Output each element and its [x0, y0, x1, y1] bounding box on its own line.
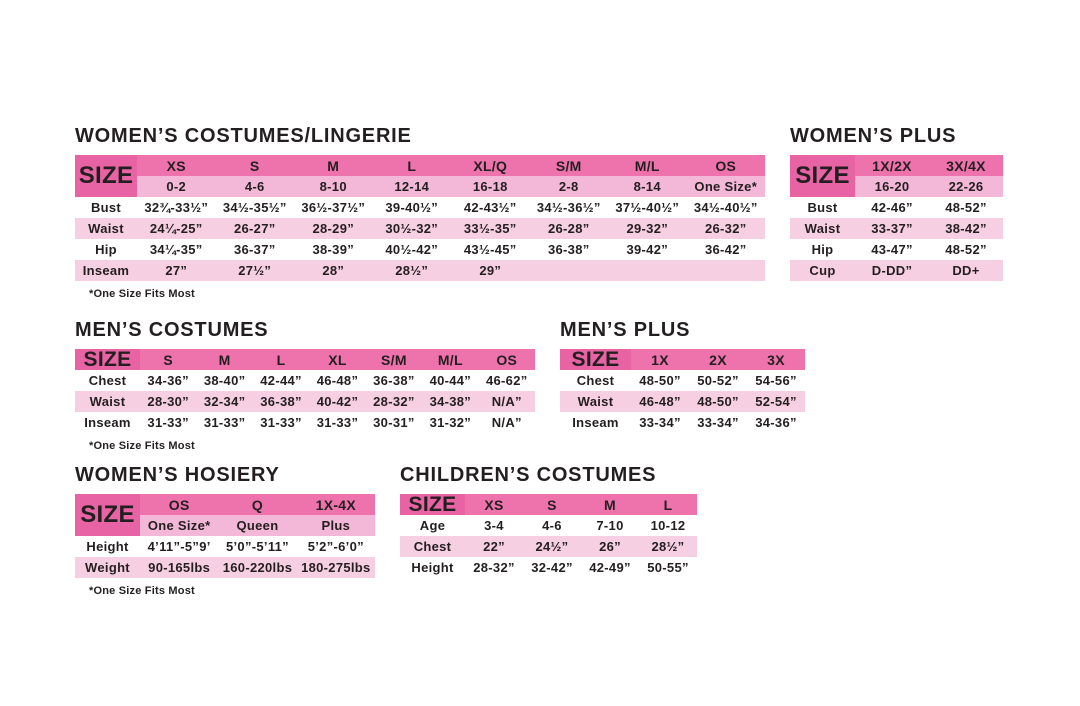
- section-title: WOMEN’S COSTUMES/LINGERIE: [75, 125, 412, 147]
- measurement-cell: 40-42”: [309, 391, 365, 412]
- measurement-cell: 31-33”: [203, 415, 246, 430]
- size-column-header: L: [253, 349, 309, 370]
- one-size-footnote: *One Size Fits Most: [89, 288, 195, 300]
- measurement-cell: 42-43½”: [463, 200, 517, 215]
- measurement-cell: 31-33”: [316, 415, 359, 430]
- measurement-cell: 46-62”: [485, 373, 528, 388]
- measurement-cell: 42-46”: [871, 200, 913, 215]
- measurement-cell: 52-54”: [747, 391, 805, 412]
- size-header-cell: SIZE: [560, 349, 631, 370]
- measurement-row-label: Waist: [560, 391, 631, 412]
- measurement-cell: 28-29”: [294, 218, 373, 239]
- size-column-header: 1X: [631, 349, 689, 370]
- size-column-header: S: [523, 494, 581, 515]
- size-range-subheader: 4-6: [216, 176, 295, 197]
- measurement-cell: 32¾-33½”: [144, 200, 209, 215]
- measurement-cell: 32-34”: [196, 391, 252, 412]
- size-table: [75, 494, 375, 578]
- size-range-subheader: Queen: [218, 515, 296, 536]
- size-range-subheader: 8-10: [294, 176, 373, 197]
- measurement-cell: 32-42”: [531, 560, 573, 575]
- womens-costumes-section: [75, 126, 765, 300]
- size-column-header: Q: [218, 494, 296, 515]
- measurement-row-label: Chest: [400, 536, 465, 557]
- measurement-cell: 34¼-35”: [149, 242, 203, 257]
- section-title: WOMEN’S HOSIERY: [75, 464, 280, 486]
- measurement-cell: 24½”: [523, 536, 581, 557]
- measurement-row-label: Bust: [807, 200, 838, 215]
- womens-plus-section: [790, 126, 1003, 281]
- measurement-row-label: Chest: [576, 373, 615, 388]
- measurement-cell: 48-50”: [639, 373, 681, 388]
- measurement-row-label: Bust: [90, 200, 122, 215]
- size-column-header: XL/Q: [451, 155, 530, 176]
- measurement-cell: 5’0”-5’11”: [225, 539, 289, 554]
- womens-hosiery-section: [75, 465, 375, 597]
- measurement-cell: DD+: [929, 260, 1003, 281]
- size-column-header: 1X-4X: [297, 494, 375, 515]
- measurement-cell: 28-30”: [140, 391, 196, 412]
- size-header-cell: SIZE: [75, 155, 137, 197]
- measurement-cell: 48-50”: [689, 391, 747, 412]
- measurement-cell: 5’2”-6’0”: [307, 539, 364, 554]
- size-table: [790, 155, 1003, 281]
- mens-costumes-section: [75, 320, 535, 452]
- measurement-cell: 31-32”: [429, 415, 472, 430]
- measurement-cell: 42-49”: [589, 560, 631, 575]
- measurement-cell: 39-42”: [626, 242, 669, 257]
- measurement-cell: 26-28”: [530, 218, 609, 239]
- measurement-cell: 34½-40½”: [693, 200, 758, 215]
- measurement-cell: 36½-37½”: [301, 200, 366, 215]
- size-column-header: 2X: [689, 349, 747, 370]
- size-column-header: XS: [137, 155, 216, 176]
- measurement-cell: 34-36”: [147, 373, 189, 388]
- size-range-subheader: 8-14: [608, 176, 687, 197]
- section-title: MEN’S COSTUMES: [75, 319, 269, 341]
- measurement-cell: 40½-42”: [385, 242, 439, 257]
- size-column-header: OS: [687, 155, 766, 176]
- mens-plus-section: [560, 320, 805, 433]
- measurement-cell: 36-38”: [547, 242, 590, 257]
- measurement-cell: 10-12: [650, 518, 686, 533]
- measurement-cell: 34½-36½”: [536, 200, 601, 215]
- measurement-cell: 31-33”: [147, 415, 189, 430]
- childrens-costumes-section: [400, 465, 697, 578]
- measurement-cell: N/A”: [491, 415, 522, 430]
- measurement-row-label: Waist: [75, 218, 137, 239]
- measurement-cell: 46-48”: [631, 391, 689, 412]
- size-table: [75, 155, 765, 281]
- measurement-cell: 37½-40½”: [615, 200, 680, 215]
- measurement-cell: [687, 260, 766, 281]
- size-range-subheader: 0-2: [137, 176, 216, 197]
- size-column-header: XS: [465, 494, 523, 515]
- measurement-cell: [608, 260, 687, 281]
- measurement-cell: 54-56”: [755, 373, 797, 388]
- size-table: [560, 349, 805, 433]
- measurement-cell: 27½”: [216, 260, 295, 281]
- size-range-subheader: 16-18: [451, 176, 530, 197]
- measurement-row-label: Inseam: [84, 415, 131, 430]
- size-column-header: 1X/2X: [855, 155, 929, 176]
- measurement-cell: 28½”: [373, 260, 452, 281]
- measurement-cell: 42-44”: [260, 373, 302, 388]
- measurement-row-label: Hip: [811, 242, 834, 257]
- size-column-header: 3X: [747, 349, 805, 370]
- size-table: [400, 494, 697, 578]
- measurement-cell: 27”: [137, 260, 216, 281]
- measurement-cell: 26-32”: [687, 218, 766, 239]
- measurement-cell: 40-44”: [429, 373, 472, 388]
- size-range-subheader: 2-8: [530, 176, 609, 197]
- one-size-footnote: *One Size Fits Most: [89, 585, 195, 597]
- measurement-cell: 90-165lbs: [140, 557, 218, 578]
- size-column-header: L: [639, 494, 697, 515]
- size-column-header: OS: [479, 349, 535, 370]
- size-column-header: L: [373, 155, 452, 176]
- measurement-cell: 29”: [451, 260, 530, 281]
- measurement-cell: 36-42”: [704, 242, 747, 257]
- measurement-cell: 33-37”: [855, 218, 929, 239]
- measurement-cell: 43-47”: [871, 242, 913, 257]
- measurement-cell: 4’11”-5”9’: [147, 539, 211, 554]
- size-range-subheader: One Size*: [687, 176, 766, 197]
- measurement-cell: 30-31”: [373, 415, 415, 430]
- size-header-cell: SIZE: [790, 155, 855, 197]
- measurement-row-label: Height: [411, 560, 454, 575]
- measurement-cell: [530, 260, 609, 281]
- measurement-cell: 33½-35”: [451, 218, 530, 239]
- one-size-footnote: *One Size Fits Most: [89, 440, 195, 452]
- measurement-cell: 48-52”: [945, 242, 987, 257]
- size-header-cell: SIZE: [75, 349, 140, 370]
- measurement-row-label: Inseam: [572, 415, 619, 430]
- measurement-cell: 28-32”: [473, 560, 515, 575]
- measurement-row-label: Weight: [75, 557, 140, 578]
- section-title: CHILDREN’S COSTUMES: [400, 464, 657, 486]
- measurement-cell: 34-36”: [755, 415, 797, 430]
- measurement-cell: 26”: [581, 536, 639, 557]
- size-range-subheader: 16-20: [855, 176, 929, 197]
- measurement-cell: N/A”: [479, 391, 535, 412]
- measurement-cell: 160-220lbs: [218, 557, 296, 578]
- measurement-cell: 36-37”: [233, 242, 276, 257]
- measurement-cell: 50-52”: [697, 373, 739, 388]
- measurement-cell: 33-34”: [697, 415, 739, 430]
- size-range-subheader: 22-26: [929, 176, 1003, 197]
- measurement-row-label: Inseam: [75, 260, 137, 281]
- measurement-row-label: Hip: [95, 242, 117, 257]
- size-column-header: S: [216, 155, 295, 176]
- measurement-row-label: Chest: [88, 373, 127, 388]
- measurement-row-label: Waist: [75, 391, 140, 412]
- size-column-header: M/L: [422, 349, 478, 370]
- measurement-cell: 3-4: [484, 518, 504, 533]
- size-range-subheader: 12-14: [373, 176, 452, 197]
- measurement-cell: 28-32”: [366, 391, 422, 412]
- measurement-cell: 46-48”: [316, 373, 359, 388]
- measurement-row-label: Waist: [790, 218, 855, 239]
- measurement-cell: 36-38”: [373, 373, 415, 388]
- measurement-cell: D-DD”: [855, 260, 929, 281]
- measurement-cell: 28½”: [639, 536, 697, 557]
- size-range-subheader: Plus: [297, 515, 375, 536]
- size-header-cell: SIZE: [75, 494, 140, 536]
- measurement-cell: 7-10: [596, 518, 624, 533]
- measurement-cell: 24¼-25”: [137, 218, 216, 239]
- size-column-header: M: [581, 494, 639, 515]
- measurement-cell: 4-6: [542, 518, 562, 533]
- measurement-cell: 29-32”: [608, 218, 687, 239]
- measurement-cell: 38-42”: [929, 218, 1003, 239]
- size-column-header: S/M: [530, 155, 609, 176]
- measurement-cell: 43½-45”: [463, 242, 517, 257]
- measurement-cell: 22”: [465, 536, 523, 557]
- measurement-row-label: Cup: [790, 260, 855, 281]
- size-column-header: 3X/4X: [929, 155, 1003, 176]
- size-column-header: M: [294, 155, 373, 176]
- measurement-cell: 33-34”: [639, 415, 681, 430]
- size-column-header: M: [196, 349, 252, 370]
- size-column-header: XL: [309, 349, 365, 370]
- measurement-cell: 38-40”: [203, 373, 246, 388]
- size-table: [75, 349, 535, 433]
- size-range-subheader: One Size*: [140, 515, 218, 536]
- measurement-cell: 26-27”: [216, 218, 295, 239]
- measurement-cell: 28”: [294, 260, 373, 281]
- measurement-cell: 38-39”: [312, 242, 355, 257]
- size-column-header: S/M: [366, 349, 422, 370]
- measurement-cell: 180-275lbs: [297, 557, 375, 578]
- section-title: MEN’S PLUS: [560, 319, 691, 341]
- measurement-cell: 34-38”: [422, 391, 478, 412]
- measurement-cell: 36-38”: [253, 391, 309, 412]
- measurement-row-label: Age: [419, 518, 446, 533]
- size-header-cell: SIZE: [400, 494, 465, 515]
- measurement-cell: 48-52”: [945, 200, 987, 215]
- measurement-cell: 30½-32”: [373, 218, 452, 239]
- measurement-cell: 31-33”: [260, 415, 302, 430]
- measurement-cell: 50-55”: [647, 560, 689, 575]
- measurement-cell: 39-40½”: [385, 200, 439, 215]
- measurement-row-label: Height: [86, 539, 129, 554]
- section-title: WOMEN’S PLUS: [790, 125, 957, 147]
- size-column-header: M/L: [608, 155, 687, 176]
- measurement-cell: 34½-35½”: [222, 200, 287, 215]
- size-column-header: OS: [140, 494, 218, 515]
- size-column-header: S: [140, 349, 196, 370]
